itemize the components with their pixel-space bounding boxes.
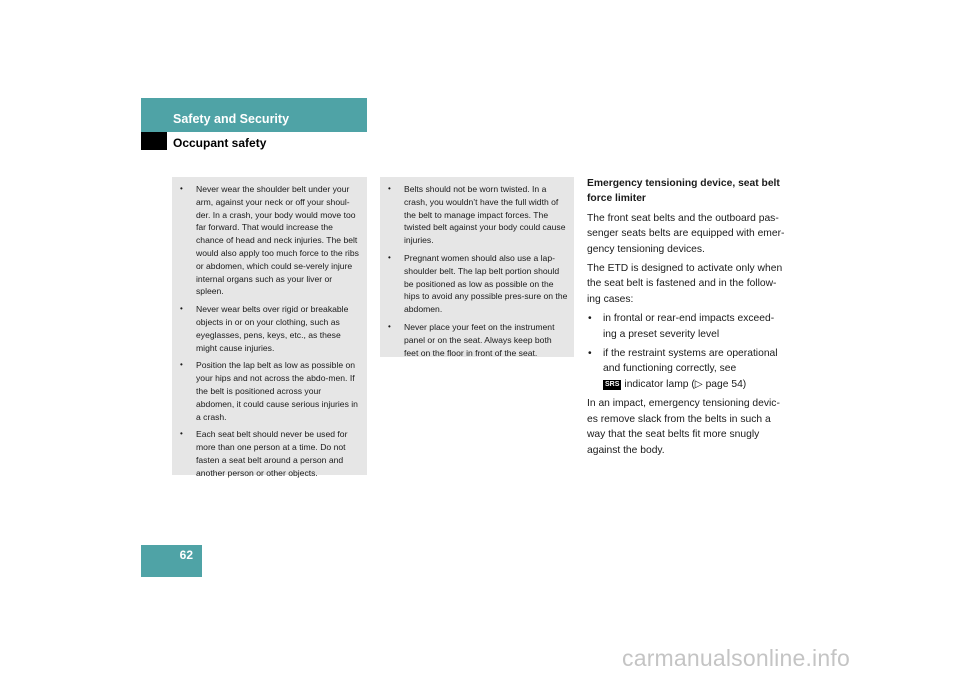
condition-list <box>587 311 787 392</box>
page-number: 62 <box>179 548 193 562</box>
section-heading: Emergency tensioning device, seat belt force limiter <box>587 178 780 205</box>
bullet-icon: • <box>180 429 183 439</box>
list-item <box>388 183 568 247</box>
bullet-icon: • <box>388 252 391 262</box>
warning-text: Never wear the shoulder belt under your arm, against your neck or off your shoul-der. In a crash, your body would move too far forward. That would increase the chance of head and neck injuries. The belt would also apply too much force to the ribs or abdomen, which could se-verely injure internal organs such as your liver or spleen. <box>196 184 359 297</box>
list-item <box>388 321 568 359</box>
bullet-icon: • <box>180 304 183 314</box>
warning-text: Belts should not be worn twisted. In a crash, you wouldn’t have the full width of the belt to manage impact forces. The twisted belt against your body could cause injuries. <box>404 184 566 246</box>
bullet-icon: • <box>588 313 592 325</box>
warning-box-middle <box>380 177 574 357</box>
warning-text: Pregnant women should also use a lap-shoulder belt. The lap belt portion should be positioned as low as possible on the hips to avoid any possible pres-sure on the abdomen. <box>404 252 568 315</box>
warning-text: Each seat belt should never be used for more than one person at a time. Do not fasten a seat belt around a person and another person or other objects. <box>196 429 348 478</box>
main-text-column <box>587 176 787 462</box>
warning-list-middle <box>388 183 568 359</box>
bullet-icon: • <box>180 360 183 370</box>
bullet-icon: • <box>180 184 183 193</box>
warning-box-left <box>172 177 367 478</box>
bullet-icon: • <box>388 321 391 331</box>
page-reference[interactable]: indicator lamp (▷ page 54) <box>624 378 747 390</box>
list-item <box>180 428 361 479</box>
section-marker <box>141 132 167 150</box>
subsection-title: Occupant safety <box>173 136 267 150</box>
warning-list-left <box>180 183 361 480</box>
list-item <box>587 311 787 342</box>
paragraph: The ETD is designed to activate only when the seat belt is fastened and in the follow-ing cases: <box>587 263 783 305</box>
warning-text: Never wear belts over rigid or breakable objects in or on your clothing, such as eyeglasses, pens, keys, etc., as these might cause injuries. <box>196 304 349 353</box>
condition-text: if the restraint systems are operational and functioning correctly, see <box>603 348 778 375</box>
bullet-icon: • <box>388 184 391 193</box>
warning-text: Position the lap belt as low as possible on your hips and not across the abdo-men. If the belt is positioned across your abdomen, it could cause serious injuries in a crash. <box>196 360 358 422</box>
list-item <box>180 359 361 423</box>
warning-text: Never place your feet on the instrument panel or on the seat. Always keep both feet on the floor in front of the seat. <box>404 321 555 358</box>
srs-indicator-icon: SRS <box>605 380 620 388</box>
paragraph: In an impact, emergency tensioning devic-es remove slack from the belts in such a way that the seat belts fit more snugly against the body. <box>587 398 780 456</box>
list-item <box>388 252 568 316</box>
condition-text: in frontal or rear-end impacts exceed-ing a preset severity level <box>603 313 775 340</box>
list-item <box>180 183 361 298</box>
paragraph: The front seat belts and the outboard pas-senger seats belts are equipped with emer-gency tensioning devices. <box>587 212 785 255</box>
watermark: carmanualsonline.info <box>622 645 850 671</box>
list-item <box>587 346 787 392</box>
list-item <box>180 303 361 354</box>
section-title: Safety and Security <box>173 112 290 126</box>
bullet-icon: • <box>588 348 592 360</box>
